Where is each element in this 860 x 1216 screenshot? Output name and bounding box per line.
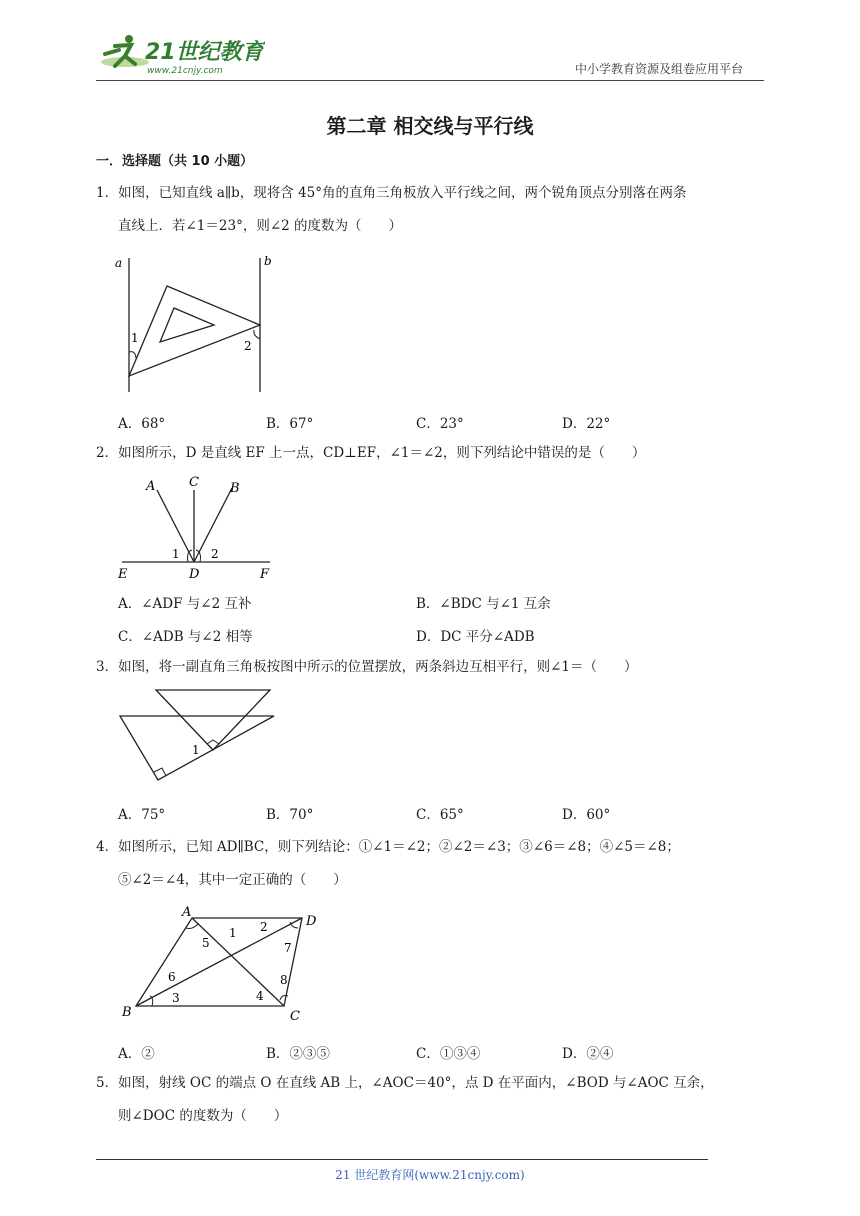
fig1-label-a: a [115,256,123,270]
fig3-label-1: 1 [192,743,200,757]
q1-option-b[interactable]: B．67° [266,416,314,432]
header-platform-text: 中小学教育资源及组卷应用平台 [575,62,744,76]
fig1-label-2: 2 [244,339,252,353]
question-2-line-1: 2．如图所示，D 是直线 EF 上一点，CD⊥EF，∠1＝∠2，则下列结论中错误的是（ ） [96,445,646,461]
fig1-label-1: 1 [131,331,139,345]
header-logo [95,32,265,78]
question-1-line-2: 直线上．若∠1＝23°，则∠2 的度数为（ ） [118,218,403,234]
question-4-line-1: 4．如图所示，已知 AD∥BC，则下列结论：①∠1＝∠2；②∠2＝∠3；③∠6＝∠8；④∠5＝∠8； [96,839,680,855]
fig2-label-f: F [260,567,270,582]
q4-option-b[interactable]: B．②③⑤ [266,1046,330,1062]
fig2-label-a: A [146,479,156,494]
question-3-line-1: 3．如图，将一副直角三角板按图中所示的位置摆放，两条斜边互相平行，则∠1＝（ ） [96,659,638,675]
fig4-label-5: 5 [202,936,210,950]
footer-text[interactable]: 21 世纪教育网(www.21cnjy.com) [335,1168,525,1182]
fig4-label-8: 8 [280,973,288,987]
question-3-figure [112,686,282,786]
fig1-label-b: b [264,254,272,268]
fig4-label-b: B [122,1005,132,1020]
question-1-line-1: 1．如图，已知直线 a∥b，现将含 45°角的直角三角板放入平行线之间，两个锐角顶点分别落在两条 [96,185,687,201]
q4-option-a[interactable]: A．② [118,1046,155,1062]
logo-text: 21世纪教育 [145,40,264,65]
q2-option-b[interactable]: B．∠BDC 与∠1 互余 [416,596,551,612]
fig4-label-4: 4 [256,989,264,1003]
footer-divider [96,1159,708,1160]
fig4-label-a: A [182,905,192,920]
fig2-label-2: 2 [211,547,219,561]
fig4-label-2: 2 [260,920,268,934]
header-divider [96,80,764,81]
q2-option-a[interactable]: A．∠ADF 与∠2 互补 [118,596,252,612]
fig2-label-d: D [189,567,200,582]
fig4-label-3: 3 [172,991,180,1005]
fig2-label-e: E [118,567,128,582]
q4-option-c[interactable]: C．①③④ [416,1046,481,1062]
q2-option-c[interactable]: C．∠ADB 与∠2 相等 [118,629,253,645]
fig4-label-7: 7 [284,941,292,955]
question-1-figure [112,250,282,395]
fig2-label-b: B [230,481,240,496]
fig4-label-1: 1 [229,926,237,940]
page-title: 第二章 相交线与平行线 [326,114,534,138]
fig2-label-1: 1 [172,547,180,561]
q1-option-c[interactable]: C．23° [416,416,464,432]
fig4-label-d: D [306,914,317,929]
q3-option-c[interactable]: C．65° [416,807,464,823]
q1-option-d[interactable]: D．22° [562,416,611,432]
q4-option-d[interactable]: D．②④ [562,1046,614,1062]
q2-option-d[interactable]: D．DC 平分∠ADB [416,629,535,645]
logo-url: www.21cnjy.com [147,66,223,76]
q1-option-a[interactable]: A．68° [118,416,166,432]
question-5-line-2: 则∠DOC 的度数为（ ） [118,1108,288,1124]
fig4-label-6: 6 [168,970,176,984]
question-2-figure [112,472,277,584]
fig2-label-c: C [189,475,199,490]
q3-option-b[interactable]: B．70° [266,807,314,823]
section-heading: 一．选择题（共 10 小题） [96,154,254,169]
question-4-line-2: ⑤∠2＝∠4，其中一定正确的（ ） [118,872,347,888]
q3-option-d[interactable]: D．60° [562,807,611,823]
logo-runner-icon [95,32,265,78]
fig4-label-c: C [290,1009,300,1024]
question-4-figure [112,900,332,1028]
q3-option-a[interactable]: A．75° [118,807,166,823]
question-5-line-1: 5．如图，射线 OC 的端点 O 在直线 AB 上，∠AOC＝40°，点 D 在平面内，∠BOD 与∠AOC 互余， [96,1075,714,1091]
